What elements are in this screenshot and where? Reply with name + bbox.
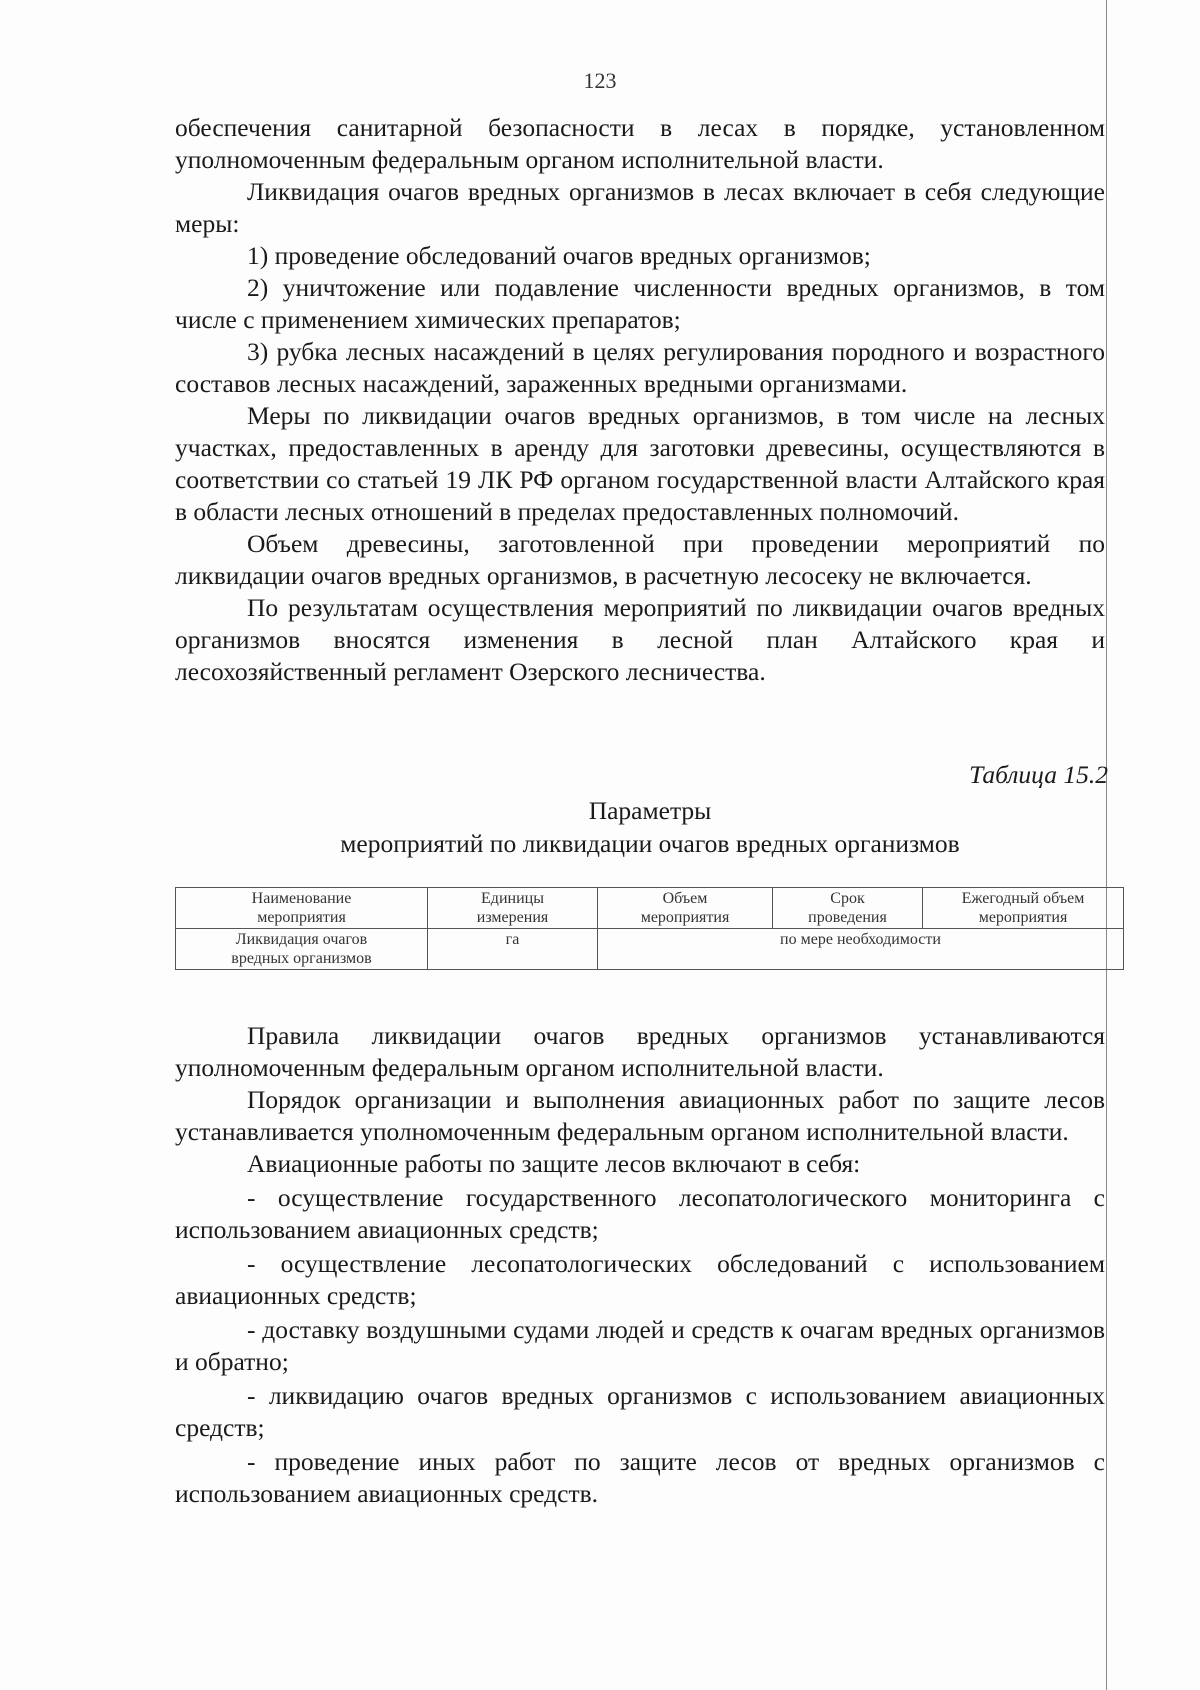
paragraph: Правила ликвидации очагов вредных организмов устанавливаются уполномоченным федеральным органом исполнительной власти.	[175, 1021, 1105, 1082]
table-header-cell: Единицы измерения	[428, 888, 598, 929]
table-cell-unit: га	[428, 929, 598, 970]
table-cell-merged: по мере необходимости	[598, 929, 1124, 970]
paragraph: По результатам осуществления мероприятий по ликвидации очагов вредных организмов вносятся изменения в лесной план Алтайского края и лесохозяйственный регламент Озерского лесничества.	[175, 593, 1105, 686]
parameters-table-wrapper	[175, 887, 1123, 970]
table-title: Параметры	[588, 796, 712, 825]
list-item: - осуществление лесопатологических обследований с использованием авиационных средств;	[175, 1249, 1105, 1310]
table-header-cell: Ежегодный объем мероприятия	[923, 888, 1124, 929]
table-header-cell: Наименование мероприятия	[176, 888, 428, 929]
table-header-row	[176, 888, 1124, 929]
paragraph: Ликвидация очагов вредных организмов в лесах включает в себя следующие меры:	[175, 177, 1105, 238]
body-text-bottom	[175, 1020, 1105, 1510]
table-header-cell: Срок проведения	[773, 888, 923, 929]
paragraph: Порядок организации и выполнения авиационных работ по защите лесов устанавливается уполномоченным федеральным органом исполнительной власти.	[175, 1085, 1105, 1146]
list-item: - доставку воздушными судами людей и средств к очагам вредных организмов и обратно;	[175, 1315, 1105, 1376]
page-number: 123	[583, 68, 617, 93]
list-item: - осуществление государственного лесопатологического мониторинга с использованием авиационных средств;	[175, 1183, 1105, 1244]
scan-artifact-line	[1106, 0, 1107, 1690]
table-subtitle: мероприятий по ликвидации очагов вредных организмов	[340, 829, 960, 858]
list-item: - проведение иных работ по защите лесов от вредных организмов с использованием авиационных средств.	[175, 1447, 1105, 1508]
list-item: 3) рубка лесных насаждений в целях регулирования породного и возрастного составов лесных насаждений, зараженных вредными организмами.	[175, 337, 1105, 398]
paragraph: Объем древесины, заготовленной при проведении мероприятий по ликвидации очагов вредных организмов, в расчетную лесосеку не включается.	[175, 529, 1105, 590]
paragraph: Меры по ликвидации очагов вредных организмов, в том числе на лесных участках, предоставленных в аренду для заготовки древесины, осуществляются в соответствии со статьей 19 ЛК РФ органом государственной власти Алтайского края в области лесных отношений в пределах предоставленных полномочий.	[175, 401, 1105, 526]
list-item: 2) уничтожение или подавление численности вредных организмов, в том числе с применением химических препаратов;	[175, 273, 1105, 334]
table-cell-name: Ликвидация очагов вредных организмов	[176, 929, 428, 970]
table-row	[176, 929, 1124, 970]
paragraph: обеспечения санитарной безопасности в лесах в порядке, установленном уполномоченным федеральным органом исполнительной власти.	[175, 113, 1105, 174]
list-item: - ликвидацию очагов вредных организмов с использованием авиационных средств;	[175, 1381, 1105, 1442]
table-label: Таблица 15.2	[969, 760, 1108, 789]
table-header-cell: Объем мероприятия	[598, 888, 773, 929]
list-item: 1) проведение обследований очагов вредных организмов;	[247, 241, 871, 270]
body-text-top	[175, 112, 1105, 688]
paragraph: Авиационные работы по защите лесов включают в себя:	[247, 1149, 861, 1178]
parameters-table	[175, 887, 1124, 970]
